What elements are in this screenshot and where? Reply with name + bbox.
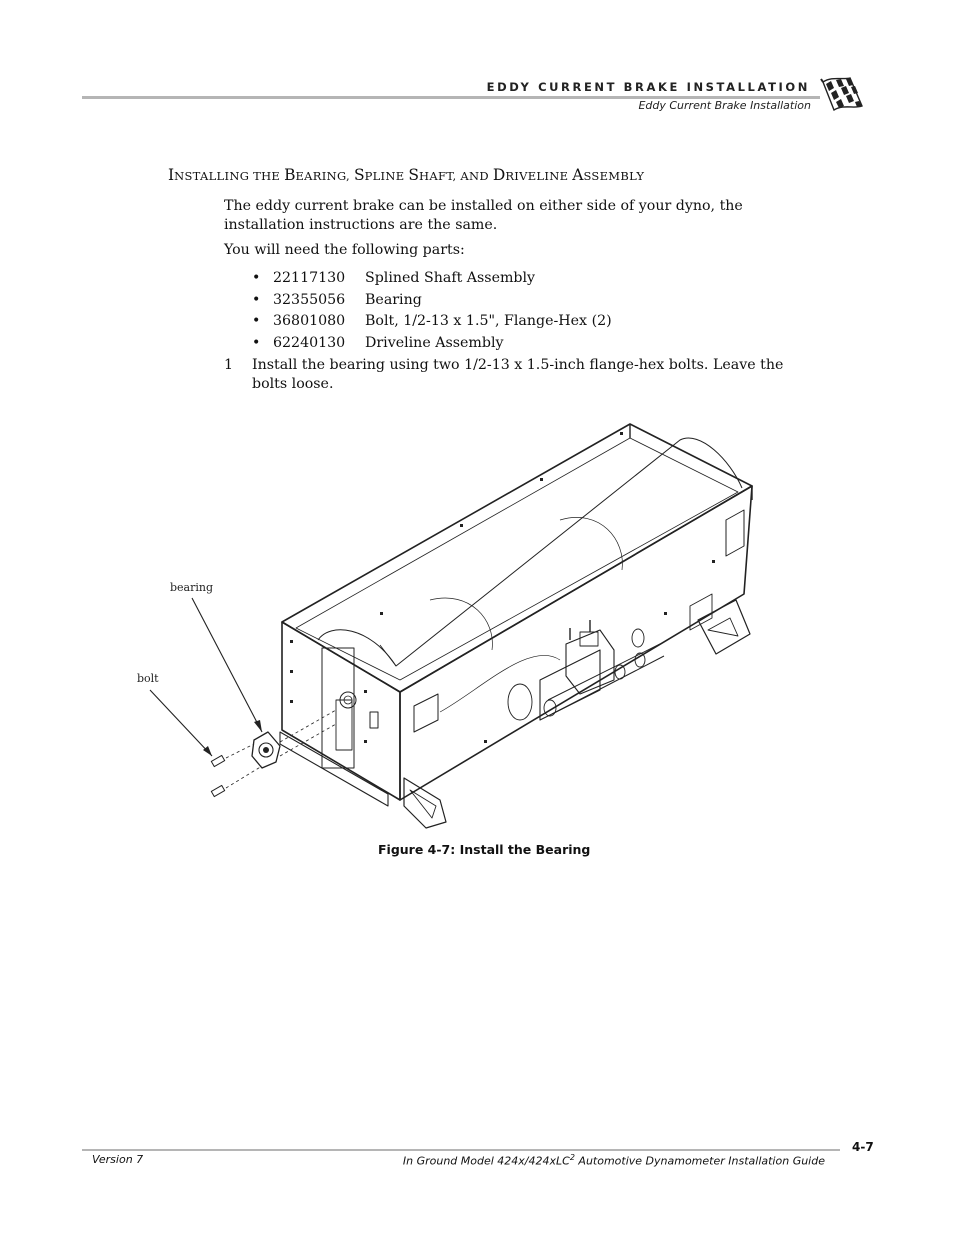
step-number: 1 (224, 357, 234, 373)
part-number: 32355056 (273, 291, 346, 308)
section-heading (168, 166, 644, 184)
part-description: Splined Shaft Assembly (365, 270, 536, 286)
bullet-icon: • (252, 291, 261, 308)
list-item (252, 333, 612, 355)
bolt-leader-line (150, 690, 212, 756)
list-item (252, 290, 612, 312)
header-title: EDDY CURRENT BRAKE INSTALLATION (486, 80, 810, 94)
part-description: Bearing (365, 291, 422, 308)
heading-rest: SSEMBLY (583, 169, 645, 183)
heading-cap: A (572, 166, 584, 184)
bullet-icon: • (252, 334, 261, 351)
intro-paragraph: The eddy current brake can be installed on either side of your dyno, the installation instructions are the same. (224, 198, 743, 233)
part-number: 36801080 (273, 313, 346, 330)
heading-cap: D (492, 166, 506, 184)
header-subtitle: Eddy Current Brake Installation (638, 99, 811, 112)
guide-title-suffix: Automotive Dynamometer Installation Guide (574, 1154, 825, 1168)
heading-rest: HAFT, AND (419, 169, 493, 183)
frame-top (282, 424, 752, 692)
heading-rest: PLINE (364, 169, 409, 183)
parts-list (252, 268, 612, 354)
list-item (252, 311, 612, 333)
heading-rest: NSTALLING THE (174, 169, 285, 183)
parts-intro: You will need the following parts: (224, 242, 465, 258)
part-description: Bolt, 1/2-13 x 1.5", Flange-Hex (2) (365, 313, 612, 330)
footer-guide-title (403, 1153, 825, 1168)
heading-cap: I (168, 166, 175, 184)
caliper (566, 630, 614, 694)
bolt-label: bolt (137, 672, 159, 685)
bullet-icon: • (252, 313, 261, 330)
checkered-flag-icon (820, 76, 866, 114)
part-number: 22117130 (273, 270, 346, 286)
heading-cap: B (284, 166, 296, 184)
heading-cap: S (353, 166, 365, 184)
bolt-part (211, 755, 224, 796)
step-text: Install the bearing using two 1/2-13 x 1.5-inch flange-hex bolts. Leave the bolts loose. (252, 357, 784, 392)
heading-rest: RIVELINE (505, 169, 573, 183)
bearing-label: bearing (170, 581, 214, 594)
foot-rear (698, 600, 750, 654)
figure-caption: Figure 4-7: Install the Bearing (378, 842, 591, 857)
brake-assembly-figure (130, 415, 790, 835)
heading-cap: S (408, 166, 420, 184)
footer-version: Version 7 (92, 1153, 144, 1166)
bullet-icon: • (252, 270, 261, 286)
frame-side-face (400, 486, 752, 800)
part-description: Driveline Assembly (365, 334, 504, 351)
drum (318, 438, 742, 666)
list-item (252, 268, 612, 290)
guide-title-sup: 2 (569, 1153, 575, 1162)
page-number: 4-7 (852, 1140, 874, 1154)
guide-title-prefix: In Ground Model 424x/424xLC (402, 1154, 570, 1168)
heading-rest: EARING, (295, 169, 354, 183)
footer-rule (82, 1149, 840, 1151)
bearing-part (252, 732, 280, 768)
part-number: 62240130 (273, 334, 346, 351)
bearing-leader-line (192, 598, 262, 732)
